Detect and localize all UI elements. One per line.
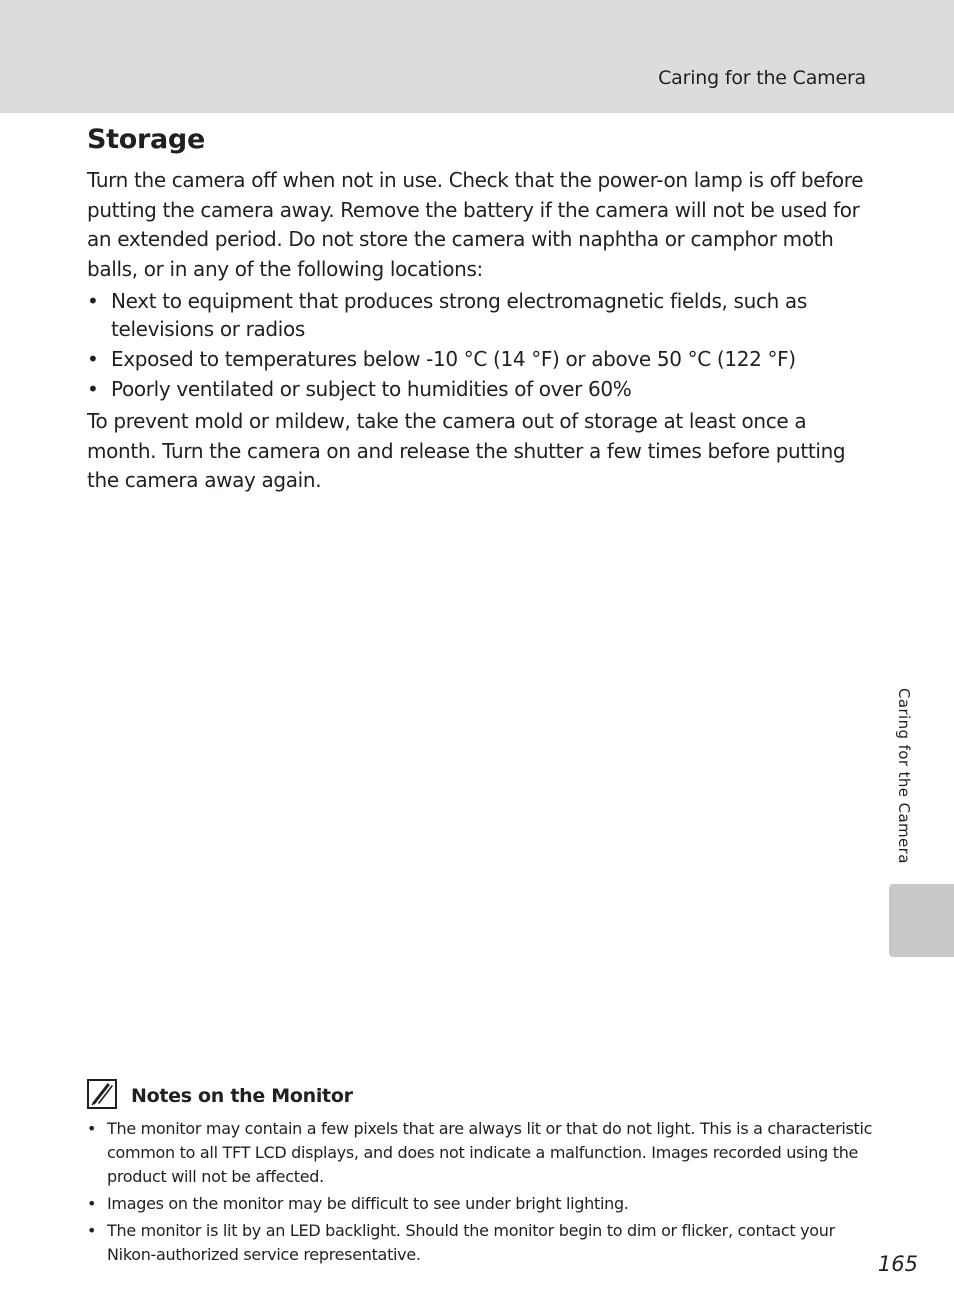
list-item-text: Next to equipment that produces strong electromagnetic fields, such as televisions or radios [111, 289, 807, 341]
monitor-notes-list [87, 1117, 877, 1270]
bullet-icon: • [87, 1194, 97, 1213]
page-number: 165 [877, 1252, 918, 1276]
intro-paragraph: Turn the camera off when not in use. Check that the power-on lamp is off before putting the camera away. Remove the battery if the camera will not be used for an extended period. Do not store the camera with naphtha or camphor moth balls, or in any of the following locations: [87, 168, 864, 281]
header-title: Caring for the Camera [658, 67, 866, 89]
bullet-icon: • [87, 377, 99, 401]
side-tab-marker [889, 884, 954, 957]
list-item [87, 1192, 877, 1216]
bullet-icon: • [87, 289, 99, 313]
list-item [87, 375, 867, 403]
side-tab-label: Caring for the Camera [895, 688, 913, 864]
list-item [87, 345, 867, 373]
bullet-icon: • [87, 1119, 97, 1138]
list-item [87, 1117, 877, 1189]
storage-locations-list [87, 287, 867, 405]
outro-paragraph: To prevent mold or mildew, take the camera out of storage at least once a month. Turn the camera on and release the shutter a few times before putting the camera away again. [87, 409, 846, 492]
list-item-text: Exposed to temperatures below -10 °C (14 °F) or above 50 °C (122 °F) [111, 347, 796, 371]
bullet-icon: • [87, 347, 99, 371]
list-item-text: Poorly ventilated or subject to humidities of over 60% [111, 377, 632, 401]
note-title: Notes on the Monitor [131, 1085, 353, 1107]
list-item-text: The monitor may contain a few pixels that are always lit or that do not light. This is a characteristic common to all TFT LCD displays, and does not indicate a malfunction. Images recorded using the product will not be affected. [107, 1119, 873, 1186]
list-item-text: The monitor is lit by an LED backlight. Should the monitor begin to dim or flicker, contact your Nikon-authorized service representative. [107, 1221, 835, 1264]
header-band [0, 0, 954, 113]
list-item-text: Images on the monitor may be difficult to see under bright lighting. [107, 1194, 629, 1213]
section-title: Storage [87, 124, 205, 155]
list-item [87, 1219, 877, 1267]
list-item [87, 287, 867, 343]
pencil-note-icon [87, 1079, 117, 1109]
bullet-icon: • [87, 1221, 97, 1240]
